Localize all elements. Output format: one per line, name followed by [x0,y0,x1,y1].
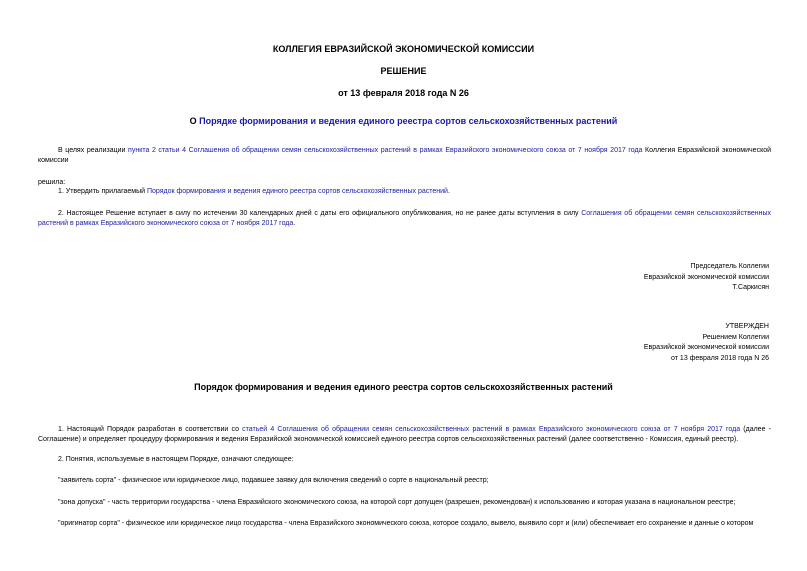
item-2-suffix: . [293,220,296,227]
order-paragraph-2: 2. Понятия, используемые в настоящем Порядке, означают следующее: [58,456,294,463]
item-2-prefix: 2. Настоящее Решение вступает в силу по истечении 30 календарных дней с даты его официального опубликования, но не ранее даты вступления в силу [58,210,582,217]
order-title: Порядок формирования и ведения единого реестра сортов сельскохозяйственных растений [194,382,613,392]
signature-block [644,262,769,294]
preamble-prefix: В целях реализации [58,147,129,154]
item-1-suffix: . [447,188,450,195]
approval-status: УТВЕРЖДЕН [725,323,769,330]
definition-applicant: "заявитель сорта" - физическое или юридическое лицо, подавшее заявку для включения сведений о сорте в национальный реестр; [58,477,489,484]
definition-originator: "оригинатор сорта" - физическое или юридическое лицо государства - члена Евразийского экономического союза, которое создало, вывело, выявило сорт и (или) обеспечивает его сохранение и данные о котором [58,520,754,527]
order-paragraph-1 [38,425,771,445]
signature-name: Т.Саркисян [732,284,769,291]
approval-block [644,322,769,364]
organization-heading: КОЛЛЕГИЯ ЕВРАЗИЙСКОЙ ЭКОНОМИЧЕСКОЙ КОМИССИИ [272,44,535,54]
approval-org: Евразийской экономической комиссии [643,344,769,351]
signature-title: Председатель Коллегии [690,263,769,270]
order-p1-prefix: 1. Настоящий Порядок разработан в соответствии со [58,426,243,433]
preamble-paragraph [38,146,771,166]
item-1-prefix: 1. Утвердить прилагаемый [58,188,147,195]
preamble-suffix: Коллегия Евразийской экономической комиссии [38,147,772,164]
document-date-heading: от 13 февраля 2018 года N 26 [338,88,469,98]
approval-by: Решением Коллегии [702,333,769,341]
decision-subject-heading [0,116,807,126]
signature-org: Евразийской экономической комиссии [643,273,769,281]
definition-admission-zone: "зона допуска" - часть территории государства - члена Евразийского экономического союза, на которой сорт допущен (разрешен, рекомендован) к использованию и которая указана в национальном реестре; [58,499,736,506]
item-2-agreement-link[interactable]: Соглашения об обращении семян сельскохозяйственных растений в рамках Евразийского экономического союза от 7 ноября 2017 года [38,210,771,227]
item-1-paragraph [38,187,771,197]
item-2-paragraph [38,209,771,229]
subject-link[interactable]: Порядке формирования и ведения единого реестра сортов сельскохозяйственных растений [199,116,618,126]
document-type-heading: РЕШЕНИЕ [380,66,427,76]
decided-label: решила: [38,179,66,186]
order-p1-suffix: (далее - Соглашение) и определяет процедуру формирования и ведения Евразийской экономической комиссией единого реестра сортов сельскохозяйственных растений (далее соответственно - Комиссия, единый реестр). [38,426,771,443]
subject-prefix: О [189,116,200,126]
order-p1-agreement-link[interactable]: статьей 4 Соглашения об обращении семян сельскохозяйственных растений в рамках Евразийского экономического союза от 7 ноября 2017 года [242,426,741,433]
approval-date: от 13 февраля 2018 года N 26 [671,354,769,362]
preamble-agreement-link[interactable]: пункта 2 статьи 4 Соглашения об обращении семян сельскохозяйственных растений в рамках Евразийского экономического союза от 7 ноября 2017 года [128,147,643,154]
item-1-order-link[interactable]: Порядок формирования и ведения единого реестра сортов сельскохозяйственных растений [146,188,448,195]
